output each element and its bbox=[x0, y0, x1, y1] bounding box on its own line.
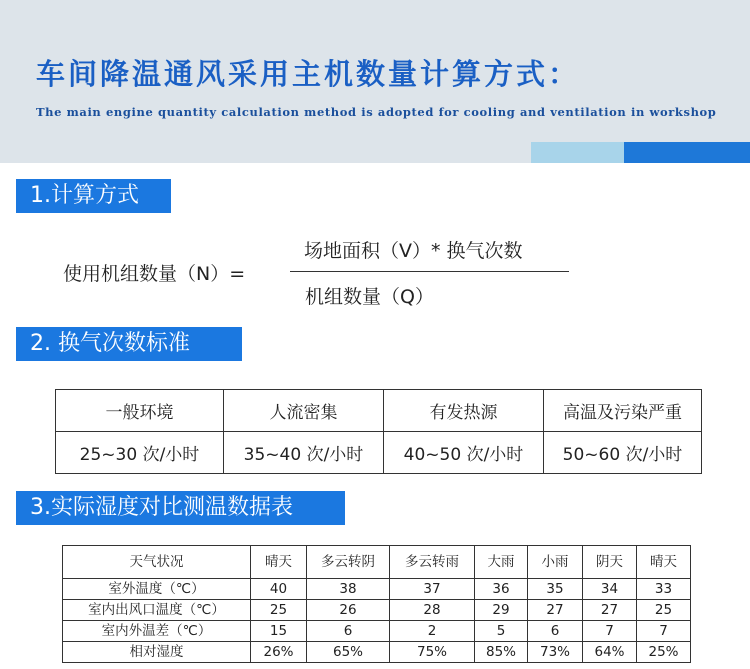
decor-bar-light bbox=[531, 142, 624, 163]
section-badge-humidity: 3.实际湿度对比测温数据表 bbox=[16, 491, 345, 525]
formula-denominator: 机组数量（Q） bbox=[305, 286, 434, 308]
table-cell: 7 bbox=[637, 621, 691, 642]
table-cell: 5 bbox=[475, 621, 528, 642]
table-cell: 有发热源 bbox=[384, 390, 544, 432]
table-cell: 73% bbox=[528, 642, 583, 663]
table-cell: 34 bbox=[583, 579, 637, 600]
section-badge-calculation: 1.计算方式 bbox=[16, 179, 171, 213]
table-cell: 29 bbox=[475, 600, 528, 621]
table-cell: 26% bbox=[251, 642, 307, 663]
table-cell: 7 bbox=[583, 621, 637, 642]
section-badge-air-change: 2. 换气次数标准 bbox=[16, 327, 242, 361]
table-cell: 多云转雨 bbox=[390, 546, 475, 579]
table-cell: 2 bbox=[390, 621, 475, 642]
header-banner bbox=[0, 0, 750, 163]
table-cell: 65% bbox=[307, 642, 390, 663]
table-cell: 室外温度（℃） bbox=[63, 579, 251, 600]
fraction-line bbox=[290, 271, 569, 272]
formula-left-side: 使用机组数量（N）= bbox=[63, 263, 246, 285]
air-change-table bbox=[55, 389, 702, 474]
table-cell: 40 bbox=[251, 579, 307, 600]
table-cell: 35~40 次/小时 bbox=[224, 432, 384, 474]
table-header-row bbox=[63, 546, 691, 579]
table-cell: 大雨 bbox=[475, 546, 528, 579]
table-cell: 40~50 次/小时 bbox=[384, 432, 544, 474]
table-row bbox=[63, 621, 691, 642]
table-cell: 6 bbox=[528, 621, 583, 642]
table-header-row bbox=[56, 390, 702, 432]
table-cell: 37 bbox=[390, 579, 475, 600]
table-row bbox=[56, 432, 702, 474]
table-cell: 多云转阴 bbox=[307, 546, 390, 579]
table-cell: 一般环境 bbox=[56, 390, 224, 432]
table-cell: 33 bbox=[637, 579, 691, 600]
table-cell: 晴天 bbox=[251, 546, 307, 579]
table-cell: 27 bbox=[528, 600, 583, 621]
table-cell: 36 bbox=[475, 579, 528, 600]
table-cell: 85% bbox=[475, 642, 528, 663]
formula-numerator: 场地面积（V）* 换气次数 bbox=[304, 240, 523, 262]
table-cell: 室内出风口温度（℃） bbox=[63, 600, 251, 621]
decor-bar-dark bbox=[624, 142, 750, 163]
table-row bbox=[63, 642, 691, 663]
table-row bbox=[63, 600, 691, 621]
page-title: 车间降温通风采用主机数量计算方式： bbox=[36, 57, 581, 91]
table-cell: 小雨 bbox=[528, 546, 583, 579]
table-cell: 26 bbox=[307, 600, 390, 621]
table-cell: 28 bbox=[390, 600, 475, 621]
table-cell: 25 bbox=[251, 600, 307, 621]
table-cell: 27 bbox=[583, 600, 637, 621]
table-cell: 阴天 bbox=[583, 546, 637, 579]
page-subtitle: The main engine quantity calculation method is adopted for cooling and ventilation in workshop bbox=[36, 105, 717, 119]
table-cell: 75% bbox=[390, 642, 475, 663]
table-cell: 25% bbox=[637, 642, 691, 663]
humidity-temperature-table bbox=[62, 545, 691, 663]
table-cell: 25~30 次/小时 bbox=[56, 432, 224, 474]
table-cell: 6 bbox=[307, 621, 390, 642]
table-cell: 15 bbox=[251, 621, 307, 642]
table-cell: 35 bbox=[528, 579, 583, 600]
table-cell: 50~60 次/小时 bbox=[544, 432, 702, 474]
table-cell: 人流密集 bbox=[224, 390, 384, 432]
table-cell: 室内外温差（℃） bbox=[63, 621, 251, 642]
table-cell: 晴天 bbox=[637, 546, 691, 579]
table-cell: 38 bbox=[307, 579, 390, 600]
table-cell: 天气状况 bbox=[63, 546, 251, 579]
table-cell: 64% bbox=[583, 642, 637, 663]
table-cell: 高温及污染严重 bbox=[544, 390, 702, 432]
table-cell: 25 bbox=[637, 600, 691, 621]
table-row bbox=[63, 579, 691, 600]
table-cell: 相对湿度 bbox=[63, 642, 251, 663]
